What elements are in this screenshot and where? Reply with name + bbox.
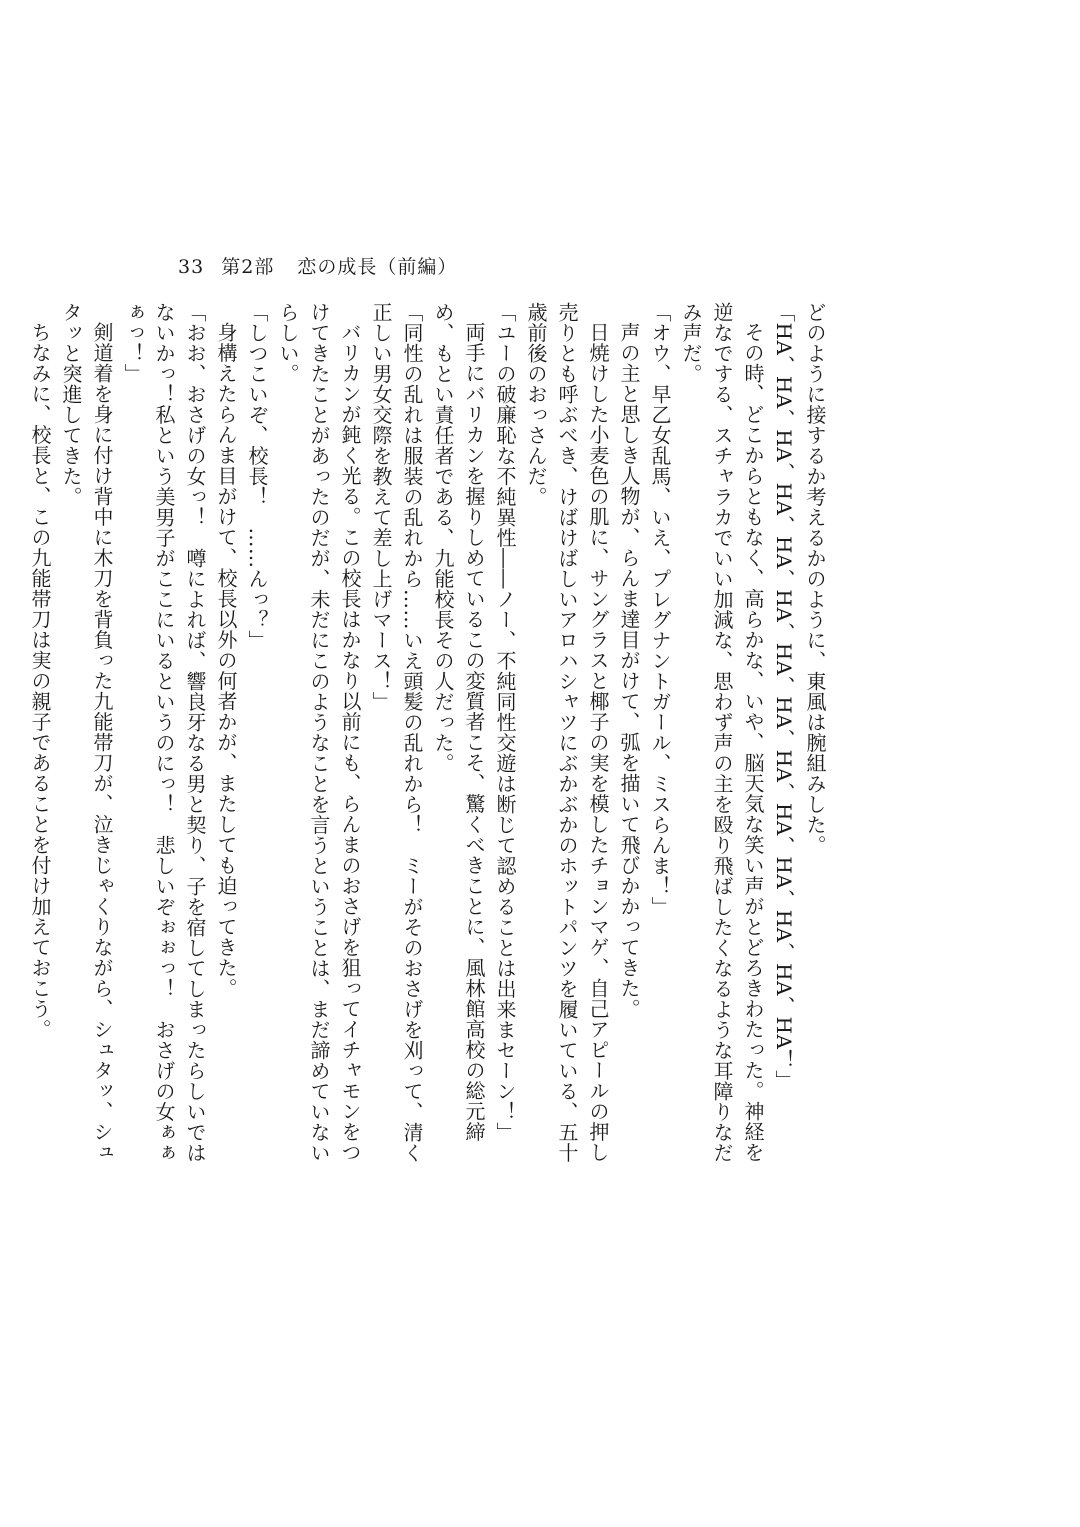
paragraph: ちなみに、校長と、この九能帯刀は実の親子であることを付け加えておこう。 [28, 322, 52, 1040]
paragraph: 「しつこいぞ、校長！ ……んっ？」 [245, 302, 269, 651]
page-number: 33 [178, 256, 205, 278]
paragraph: バリカンが鈍く光る。この校長はかなり以前にも、らんまのおさげを狙ってイチャモンをつけてきたことがあったのだが、未だにこのようなことを言うということは、まだ諦めていないらしい。 [276, 302, 362, 1163]
body-text [28, 302, 830, 1172]
paragraph: 声の主と思しき人物が、らんま達目がけて、弧を描いて飛びかかってきた。 [617, 322, 641, 1019]
running-header [178, 256, 457, 278]
paragraph: どのように接するか考えるかのように、東風は腕組みした。 [803, 302, 827, 856]
paragraph: 日焼けした小麦色の肌に、サングラスと椰子の実を模したチョンマゲ、自己アピールの押し売りとも呼ぶべき、けばけばしいアロハシャツにぶかぶかのホットパンツを履いている、五十歳前後のおっさんだ。 [524, 302, 610, 1163]
paragraph: 「ユーの破廉恥な不純異性――ノー、不純同性交遊は断じて認めることは出来まセーン！」 [493, 302, 517, 1143]
paragraph: その時、どこからともなく、高らかな、いや、脳天気な笑い声がとどろきわたった。神経を逆なでする、スチャラカでいい加減な、思わず声の主を殴り飛ばしたくなるような耳障りなだみ声だ。 [679, 302, 765, 1163]
paragraph: 剣道着を身に付け背中に木刀を背負った九能帯刀が、泣きじゃくりながら、シュタッ、シュタッと突進してきた。 [59, 302, 114, 1163]
part-label: 第2部 [221, 256, 275, 278]
paragraph: 両手にバリカンを握りしめているこの変質者こそ、驚くべきことに、風林館高校の総元締め、もとい責任者である、九能校長その人だった。 [431, 302, 486, 1142]
paragraph: 「同性の乱れは服装の乱れから……いえ頭髪の乱れから！ ミーがそのおさげを刈って、清く正しい男女交際を教えて差し上げマース！」 [369, 302, 424, 1163]
chapter-title: 恋の成長（前編） [297, 256, 458, 278]
paragraph: 「HA、HA、HA、HA、HA、HA、HA、HA、HA、HA、HA、HA、HA、HA！」 [772, 302, 796, 1091]
paragraph: 「おお、おさげの女っ！ 噂によれば、響良牙なる男と契り、子を宿してしまったらしいではないかっ！私という美男子がここにいるというのにっ！ 悲しいぞぉぉっ！ おさげの女ぁぁぁっ！」 [121, 302, 207, 1163]
paragraph: 「オウ、早乙女乱馬、いえ、プレグナントガール、ミスらんま！」 [648, 302, 672, 917]
paragraph: 身構えたらんま目がけて、校長以外の何者かが、またしても迫ってきた。 [214, 322, 238, 999]
